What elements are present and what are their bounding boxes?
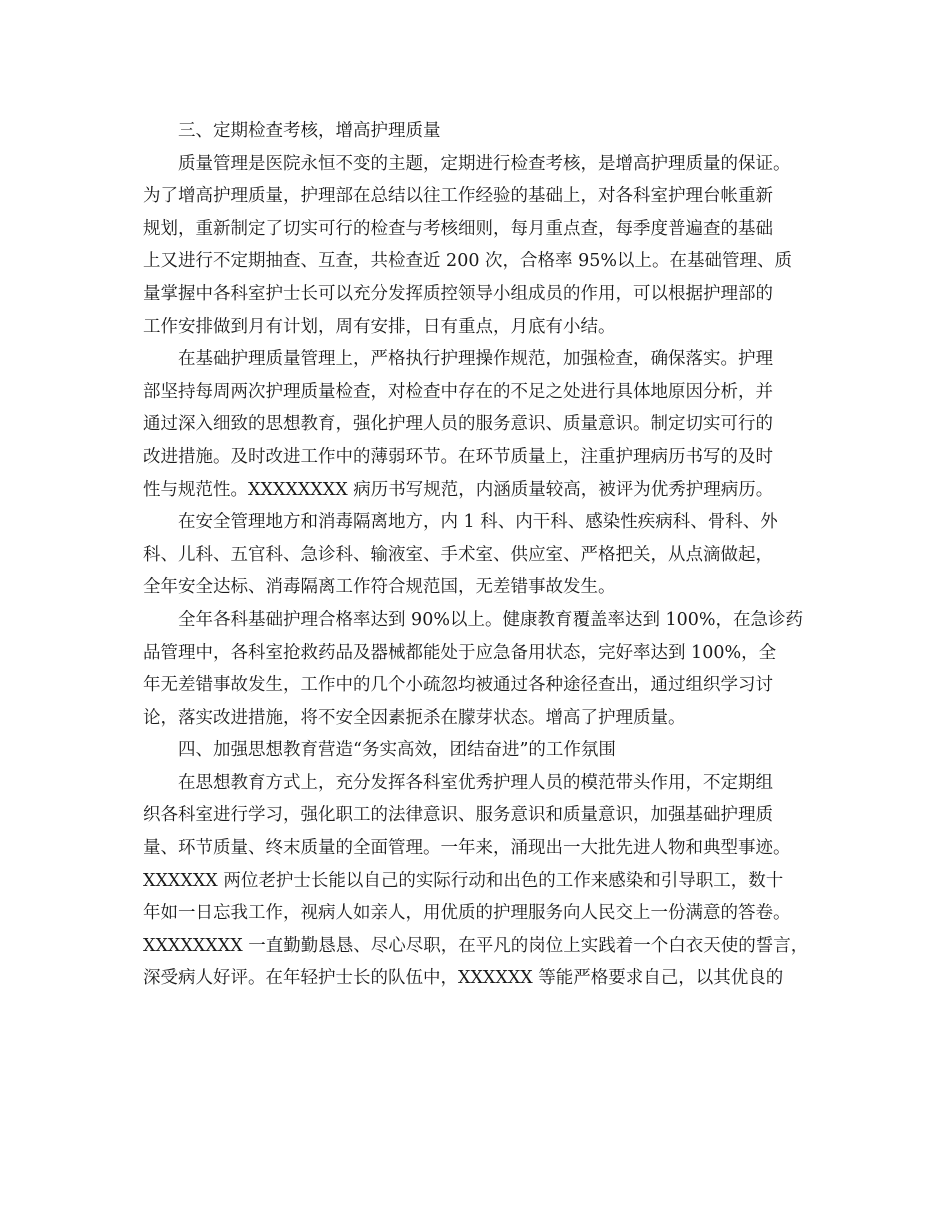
text-line: 质量管理是医院永恒不变的主题，定期进行检查考核，是增高护理质量的保证。 [178, 153, 791, 174]
text-line: 科、儿科、五官科、急诊科、输液室、手术室、供应室、严格把关，从点滴做起， [143, 544, 773, 565]
text-line: 品管理中，各科室抢救药品及器械都能处于应急备用状态，完好率达到 100%，全 [143, 642, 777, 663]
text-line: 论，落实改进措施，将不安全因素扼杀在朦芽状态。增高了护理质量。 [143, 707, 686, 728]
text-line: 量掌握中各科室护士长可以充分发挥质控领导小组成员的作用，可以根据护理部的 [143, 283, 773, 304]
text-line: 上又进行不定期抽查、互查，共检查近 200 次，合格率 95%以上。在基础管理、质 [143, 251, 792, 272]
text-line: 为了增高护理质量，护理部在总结以往工作经验的基础上，对各科室护理台帐重新 [143, 186, 773, 207]
text-line: XXXXXXXX 一直勤勤恳恳、尽心尽职，在平凡的岗位上实践着一个白衣天使的誓言， [143, 935, 809, 956]
text-line: 通过深入细致的思想教育，强化护理人员的服务意识、质量意识。制定切实可行的 [143, 414, 773, 435]
text-line: 性与规范性。XXXXXXXX 病历书写规范，内涵质量较高，被评为优秀护理病历。 [143, 479, 774, 500]
text-line: 部坚持每周两次护理质量检查，对检查中存在的不足之处进行具体地原因分析，并 [143, 381, 773, 402]
text-line: 年如一日忘我工作，视病人如亲人，用优质的护理服务向人民交上一份满意的答卷。 [143, 903, 791, 924]
text-line: 规划，重新制定了切实可行的检查与考核细则，每月重点查，每季度普遍查的基础 [143, 218, 773, 239]
text-line: XXXXXX 两位老护士长能以自己的实际行动和出色的工作来感染和引导职工，数十 [143, 870, 784, 891]
text-line: 四、加强思想教育营造“务实高效，团结奋进”的工作氛围 [178, 740, 616, 761]
text-line: 三、定期检查考核，增高护理质量 [178, 121, 441, 141]
text-line: 工作安排做到月有计划，周有安排，日有重点，月底有小结。 [143, 316, 616, 337]
text-line: 深受病人好评。在年轻护士长的队伍中，XXXXXX 等能严格要求自己，以其优良的 [143, 968, 784, 989]
text-line: 在基础护理质量管理上，严格执行护理操作规范，加强检查，确保落实。护理 [178, 349, 773, 370]
text-line: 在思想教育方式上，充分发挥各科室优秀护理人员的模范带头作用，不定期组 [178, 772, 773, 793]
document-body [143, 115, 813, 995]
text-line: 全年各科基础护理合格率达到 90%以上。健康教育覆盖率达到 100%，在急诊药 [178, 609, 804, 630]
text-line: 量、环节质量、终末质量的全面管理。一年来，涌现出一大批先进人物和典型事迹。 [143, 838, 791, 859]
text-line: 年无差错事故发生，工作中的几个小疏忽均被通过各种途径查出，通过组织学习讨 [143, 675, 773, 696]
text-line: 全年安全达标、消毒隔离工作符合规范国，无差错事故发生。 [143, 577, 616, 598]
text-line: 织各科室进行学习，强化职工的法律意识、服务意识和质量意识，加强基础护理质 [143, 805, 773, 826]
text-line: 改进措施。及时改进工作中的薄弱环节。在环节质量上，注重护理病历书写的及时 [143, 446, 773, 467]
text-line: 在安全管理地方和消毒隔离地方，内 1 科、内干科、感染性疾病科、骨科、外 [178, 512, 778, 533]
